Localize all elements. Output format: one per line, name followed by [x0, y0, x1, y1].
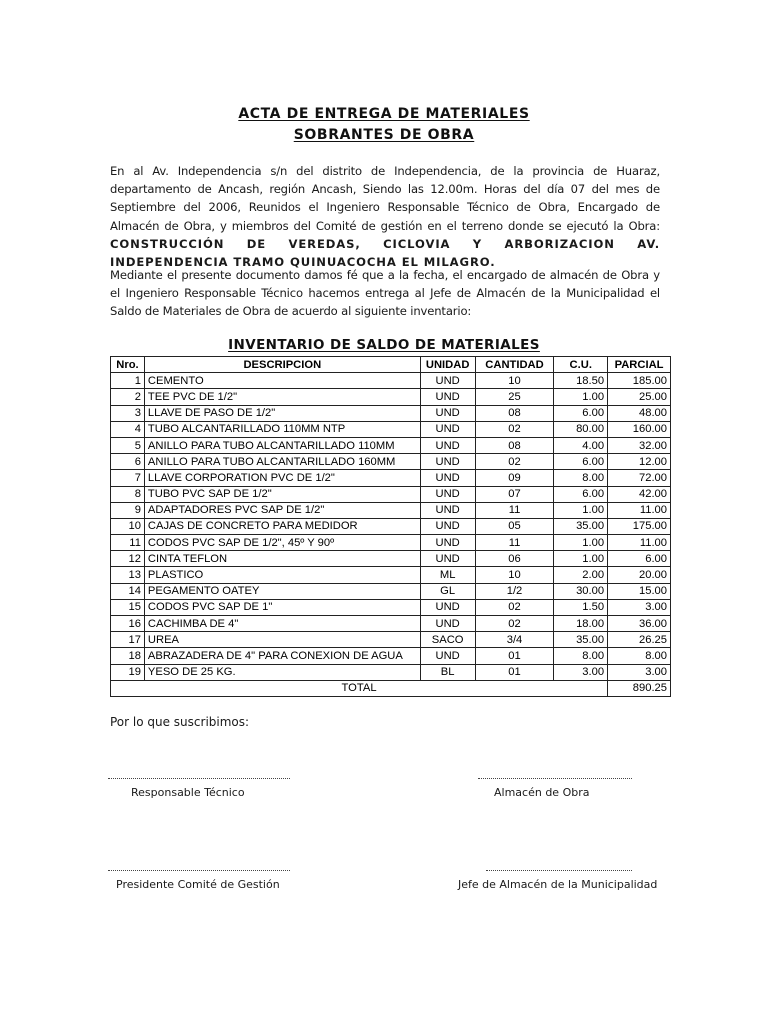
total-label: TOTAL	[111, 680, 608, 696]
cell-parcial: 72.00	[608, 470, 671, 486]
title-line-2: SOBRANTES DE OBRA	[293, 127, 475, 143]
cell-nro: 15	[111, 599, 145, 615]
cell-cu: 35.00	[554, 518, 608, 534]
cell-cantidad: 10	[475, 567, 554, 583]
cell-nro: 6	[111, 454, 145, 470]
cell-nro: 14	[111, 583, 145, 599]
document-title	[0, 106, 768, 122]
table-row	[111, 389, 671, 405]
cell-nro: 17	[111, 632, 145, 648]
table-row	[111, 502, 671, 518]
cell-cu: 8.00	[554, 470, 608, 486]
cell-parcial: 12.00	[608, 454, 671, 470]
cell-descripcion: ANILLO PARA TUBO ALCANTARILLADO 110MM	[144, 437, 420, 453]
cell-descripcion: CODOS PVC SAP DE 1/2", 45º Y 90º	[144, 535, 420, 551]
cell-cantidad: 01	[475, 664, 554, 680]
cell-unidad: GL	[420, 583, 475, 599]
cell-unidad: UND	[420, 405, 475, 421]
cell-unidad: SACO	[420, 632, 475, 648]
cell-parcial: 20.00	[608, 567, 671, 583]
cell-descripcion: UREA	[144, 632, 420, 648]
cell-unidad: UND	[420, 518, 475, 534]
cell-descripcion: ADAPTADORES PVC SAP DE 1/2"	[144, 502, 420, 518]
cell-parcial: 15.00	[608, 583, 671, 599]
cell-cu: 80.00	[554, 421, 608, 437]
cell-descripcion: TUBO PVC SAP DE 1/2"	[144, 486, 420, 502]
signature-line-jefe	[486, 870, 632, 871]
cell-cantidad: 02	[475, 454, 554, 470]
table-row	[111, 373, 671, 389]
document-subtitle	[0, 127, 768, 143]
cell-cu: 1.00	[554, 389, 608, 405]
cell-descripcion: CEMENTO	[144, 373, 420, 389]
inventory-title-text: INVENTARIO DE SALDO DE MATERIALES	[228, 337, 540, 353]
table-row	[111, 616, 671, 632]
cell-nro: 2	[111, 389, 145, 405]
header-nro: Nro.	[111, 357, 145, 373]
cell-unidad: ML	[420, 567, 475, 583]
cell-unidad: UND	[420, 502, 475, 518]
cell-cantidad: 10	[475, 373, 554, 389]
cell-cu: 1.50	[554, 599, 608, 615]
delivery-paragraph: Mediante el presente documento damos fé que a la fecha, el encargado de almacén de Obra y el Ingeniero Responsable Técnico hacemos entrega al Jefe de Almacén de la Municipalidad el Saldo de Materiales de Obra de acuerdo al siguiente inventario:	[110, 268, 660, 319]
cell-cu: 3.00	[554, 664, 608, 680]
cell-parcial: 175.00	[608, 518, 671, 534]
signatures-intro: Por lo que suscribimos:	[110, 715, 250, 729]
cell-nro: 4	[111, 421, 145, 437]
table-row	[111, 518, 671, 534]
cell-nro: 16	[111, 616, 145, 632]
cell-parcial: 42.00	[608, 486, 671, 502]
cell-unidad: UND	[420, 486, 475, 502]
table-row	[111, 632, 671, 648]
cell-unidad: UND	[420, 454, 475, 470]
cell-cu: 1.00	[554, 535, 608, 551]
cell-descripcion: PEGAMENTO OATEY	[144, 583, 420, 599]
cell-unidad: UND	[420, 437, 475, 453]
cell-descripcion: CAJAS DE CONCRETO PARA MEDIDOR	[144, 518, 420, 534]
cell-cantidad: 08	[475, 405, 554, 421]
header-unidad: UNIDAD	[420, 357, 475, 373]
inventory-title	[0, 337, 768, 353]
cell-cantidad: 11	[475, 502, 554, 518]
table-row	[111, 470, 671, 486]
cell-parcial: 6.00	[608, 551, 671, 567]
table-row	[111, 437, 671, 453]
cell-nro: 9	[111, 502, 145, 518]
cell-descripcion: ANILLO PARA TUBO ALCANTARILLADO 160MM	[144, 454, 420, 470]
cell-cantidad: 08	[475, 437, 554, 453]
cell-nro: 1	[111, 373, 145, 389]
cell-unidad: BL	[420, 664, 475, 680]
table-row	[111, 599, 671, 615]
cell-parcial: 11.00	[608, 535, 671, 551]
total-value: 890.25	[608, 680, 671, 696]
cell-unidad: UND	[420, 648, 475, 664]
cell-parcial: 25.00	[608, 389, 671, 405]
cell-cantidad: 02	[475, 599, 554, 615]
project-name: CONSTRUCCIÓN DE VEREDAS, CICLOVIA Y ARBORIZACION AV. INDEPENDENCIA TRAMO QUINUACOCHA EL MILAGRO.	[110, 236, 660, 270]
cell-descripcion: TEE PVC DE 1/2"	[144, 389, 420, 405]
cell-descripcion: ABRAZADERA DE 4" PARA CONEXION DE AGUA	[144, 648, 420, 664]
cell-descripcion: CODOS PVC SAP DE 1"	[144, 599, 420, 615]
cell-parcial: 48.00	[608, 405, 671, 421]
table-row	[111, 486, 671, 502]
header-cu: C.U.	[554, 357, 608, 373]
cell-parcial: 185.00	[608, 373, 671, 389]
signature-label-almacen: Almacén de Obra	[494, 786, 590, 799]
cell-parcial: 160.00	[608, 421, 671, 437]
cell-cantidad: 07	[475, 486, 554, 502]
cell-cu: 1.00	[554, 502, 608, 518]
cell-cantidad: 1/2	[475, 583, 554, 599]
title-line-1: ACTA DE ENTREGA DE MATERIALES	[238, 106, 530, 122]
table-row	[111, 583, 671, 599]
cell-unidad: UND	[420, 599, 475, 615]
cell-cu: 18.50	[554, 373, 608, 389]
cell-parcial: 3.00	[608, 664, 671, 680]
cell-nro: 10	[111, 518, 145, 534]
cell-descripcion: PLASTICO	[144, 567, 420, 583]
header-descripcion: DESCRIPCION	[144, 357, 420, 373]
signature-label-responsable: Responsable Técnico	[131, 786, 245, 799]
cell-unidad: UND	[420, 535, 475, 551]
cell-unidad: UND	[420, 616, 475, 632]
cell-nro: 13	[111, 567, 145, 583]
cell-nro: 8	[111, 486, 145, 502]
cell-cu: 8.00	[554, 648, 608, 664]
header-parcial: PARCIAL	[608, 357, 671, 373]
signature-label-jefe: Jefe de Almacén de la Municipalidad	[458, 878, 658, 891]
cell-descripcion: CINTA TEFLON	[144, 551, 420, 567]
cell-cu: 2.00	[554, 567, 608, 583]
cell-nro: 19	[111, 664, 145, 680]
cell-unidad: UND	[420, 373, 475, 389]
cell-descripcion: CACHIMBA DE 4"	[144, 616, 420, 632]
cell-descripcion: YESO DE 25 KG.	[144, 664, 420, 680]
signature-line-almacen	[478, 778, 632, 779]
cell-cantidad: 01	[475, 648, 554, 664]
cell-cu: 6.00	[554, 486, 608, 502]
cell-cu: 1.00	[554, 551, 608, 567]
cell-cantidad: 11	[475, 535, 554, 551]
signature-line-responsable	[108, 778, 290, 779]
intro-paragraph	[110, 162, 660, 271]
cell-parcial: 26.25	[608, 632, 671, 648]
table-row	[111, 454, 671, 470]
cell-cu: 30.00	[554, 583, 608, 599]
cell-nro: 5	[111, 437, 145, 453]
cell-descripcion: LLAVE CORPORATION PVC DE 1/2"	[144, 470, 420, 486]
header-cantidad: CANTIDAD	[475, 357, 554, 373]
cell-cu: 35.00	[554, 632, 608, 648]
table-row	[111, 551, 671, 567]
cell-cu: 18.00	[554, 616, 608, 632]
cell-unidad: UND	[420, 389, 475, 405]
cell-cantidad: 25	[475, 389, 554, 405]
cell-parcial: 3.00	[608, 599, 671, 615]
cell-cantidad: 05	[475, 518, 554, 534]
cell-nro: 12	[111, 551, 145, 567]
cell-descripcion: TUBO ALCANTARILLADO 110MM NTP	[144, 421, 420, 437]
cell-descripcion: LLAVE DE PASO DE 1/2"	[144, 405, 420, 421]
cell-parcial: 11.00	[608, 502, 671, 518]
cell-cantidad: 02	[475, 616, 554, 632]
cell-unidad: UND	[420, 470, 475, 486]
table-row	[111, 567, 671, 583]
table-row	[111, 648, 671, 664]
table-total-row	[111, 680, 671, 696]
signature-line-presidente	[108, 870, 290, 871]
cell-cantidad: 06	[475, 551, 554, 567]
inventory-table	[110, 356, 671, 697]
cell-cu: 4.00	[554, 437, 608, 453]
cell-nro: 18	[111, 648, 145, 664]
cell-nro: 7	[111, 470, 145, 486]
cell-cantidad: 3/4	[475, 632, 554, 648]
table-header-row	[111, 357, 671, 373]
intro-text: En al Av. Independencia s/n del distrito de Independencia, de la provincia de Huaraz, departamento de Ancash, región Ancash, Siendo las 12.00m. Horas del día 07 del mes de Septiembre del 2006, Reunidos el Ingeniero Responsable Técnico de Obra, Encargado de Almacén de Obra, y miembros del Comité de gestión en el terreno donde se ejecutó la Obra:	[110, 164, 660, 233]
table-row	[111, 664, 671, 680]
cell-cu: 6.00	[554, 405, 608, 421]
table-row	[111, 405, 671, 421]
cell-nro: 3	[111, 405, 145, 421]
cell-unidad: UND	[420, 551, 475, 567]
table-row	[111, 421, 671, 437]
cell-cantidad: 02	[475, 421, 554, 437]
table-row	[111, 535, 671, 551]
cell-unidad: UND	[420, 421, 475, 437]
signature-label-presidente: Presidente Comité de Gestión	[116, 878, 280, 891]
cell-nro: 11	[111, 535, 145, 551]
cell-cu: 6.00	[554, 454, 608, 470]
cell-parcial: 36.00	[608, 616, 671, 632]
cell-cantidad: 09	[475, 470, 554, 486]
cell-parcial: 8.00	[608, 648, 671, 664]
cell-parcial: 32.00	[608, 437, 671, 453]
